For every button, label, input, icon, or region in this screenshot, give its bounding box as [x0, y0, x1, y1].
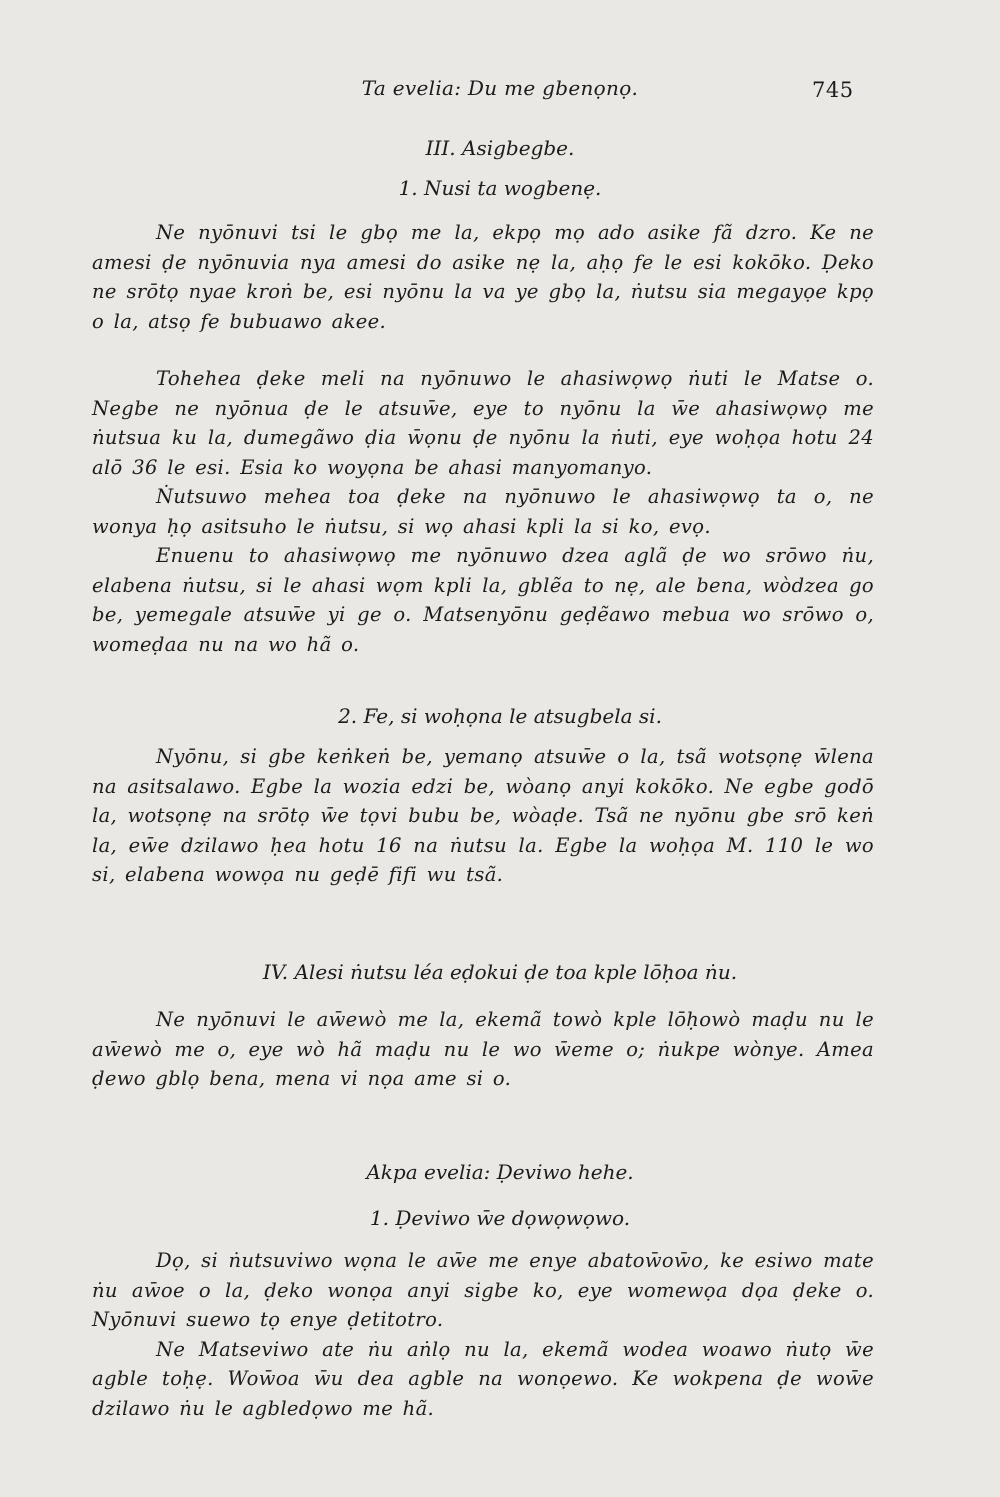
running-head: Ta evelia: Du me gbenọnọ. [361, 76, 639, 100]
paragraph: Dọ, si ṅutsuviwo wọna le aw̄e me enye abatow̄ow̄o, ke esiwo mate ṅu aw̄oe o la, ḍeko wonọa anyi sigbe ko, eye womewọa dọa ḍeke o. Nyōnuvi suewo tọ enye ḍetitotro. [92, 1249, 874, 1331]
paragraph: Tohehea ḍeke meli na nyōnuwo le ahasiwọwọ ṅuti le Matse o. Negbe ne nyōnua ḍe le atsuw̄e, eye to nyōnu la w̄e ahasiwọwọ me ṅutsua ku la, dumegãwo ḍia w̄ọnu ḍe nyōnu la ṅuti, eye woḥọa hotu 24 alō 36 le esi. Esia ko woyọna be ahasi manyomanyo. [92, 367, 874, 479]
paragraph: Enuenu to ahasiwọwọ me nyōnuwo dzea aglã ḍe wo srōwo ṅu, elabena ṅutsu, si le ahasi wọm kpli la, gblẽa to nẹ, ale bena, wòdzea go be, yemegale atsuw̄e yi ge o. Matsenyōnu geḍẽawo mebua wo srōwo o, womeḍaa nu na wo hã o. [92, 544, 874, 656]
paragraph: Ṅutsuwo mehea toa ḍeke na nyōnuwo le ahasiwọwọ ta o, ne wonya ḥọ asitsuho le ṅutsu, si wọ ahasi kpli la si ko, evọ. [92, 485, 874, 538]
paragraph: Ne Matseviwo ate ṅu aṅlọ nu la, ekemã wodea woawo ṅutọ w̄e agble toḥẹ. Wow̄oa w̄u dea agble na wonọewo. Ke wokpena ḍe wow̄e dzilawo ṅu le agbledọwo me hã. [92, 1337, 874, 1420]
section-title-III: III. Asigbegbe. [425, 136, 575, 160]
part-subsection-title-1: 1. Ḍeviwo w̄e dọwọwọwo. [369, 1206, 631, 1230]
part-two-1-body [92, 1246, 874, 1423]
part-title: Akpa evelia: Ḍeviwo hehe. [366, 1160, 634, 1184]
page-number: 745 [812, 78, 854, 102]
subsection-title-1: 1. Nusi ta wogbenẹ. [398, 176, 602, 200]
section-III-1-body [92, 218, 874, 659]
section-IV-body [92, 1005, 874, 1094]
paragraph: Nyōnu, si gbe keṅkeṅ be, yemanọ atsuw̄e o la, tsã wotsọnẹ w̄lena na asitsalawo. Egbe la wozia edzi be, wòanọ anyi kokōko. Ne egbe godō la, wotsọnẹ na srōtọ w̄e tọvi bubu be, wòaḍe. Tsã ne nyōnu gbe srō keṅ la, ew̄e dzilawo ḥea hotu 16 na ṅutsu la. Egbe la woḥọa M. 110 le wo si, elabena wowọa nu geḍē fifi wu tsã. [92, 745, 874, 886]
section-title-IV: IV. Alesi ṅutsu léa eḍokui ḍe toa kple lōḥoa ṅu. [262, 960, 738, 984]
subsection-title-2: 2. Fe, si woḥọna le atsugbela si. [338, 704, 662, 728]
paragraph: Ne nyōnuvi tsi le gbọ me la, ekpọ mọ ado asike fã dzro. Ke ne amesi ḍe nyōnuvia nya amesi do asike nẹ la, aḥọ fe le esi kokōko. Ḍeko ne srōtọ nyae kroṅ be, esi nyōnu la va ye gbọ la, ṅutsu sia megayọe kpọ o la, atsọ fe bubuawo akee. [92, 221, 874, 333]
paragraph: Ne nyōnuvi le aw̄ewò me la, ekemã towò kple lōḥowò maḍu nu le aw̄ewò me o, eye wò hã maḍu nu le wo w̄eme o; ṅukpe wònye. Amea ḍewo gblọ bena, mena vi nọa ame si o. [92, 1008, 874, 1090]
section-III-2-body [92, 742, 874, 890]
